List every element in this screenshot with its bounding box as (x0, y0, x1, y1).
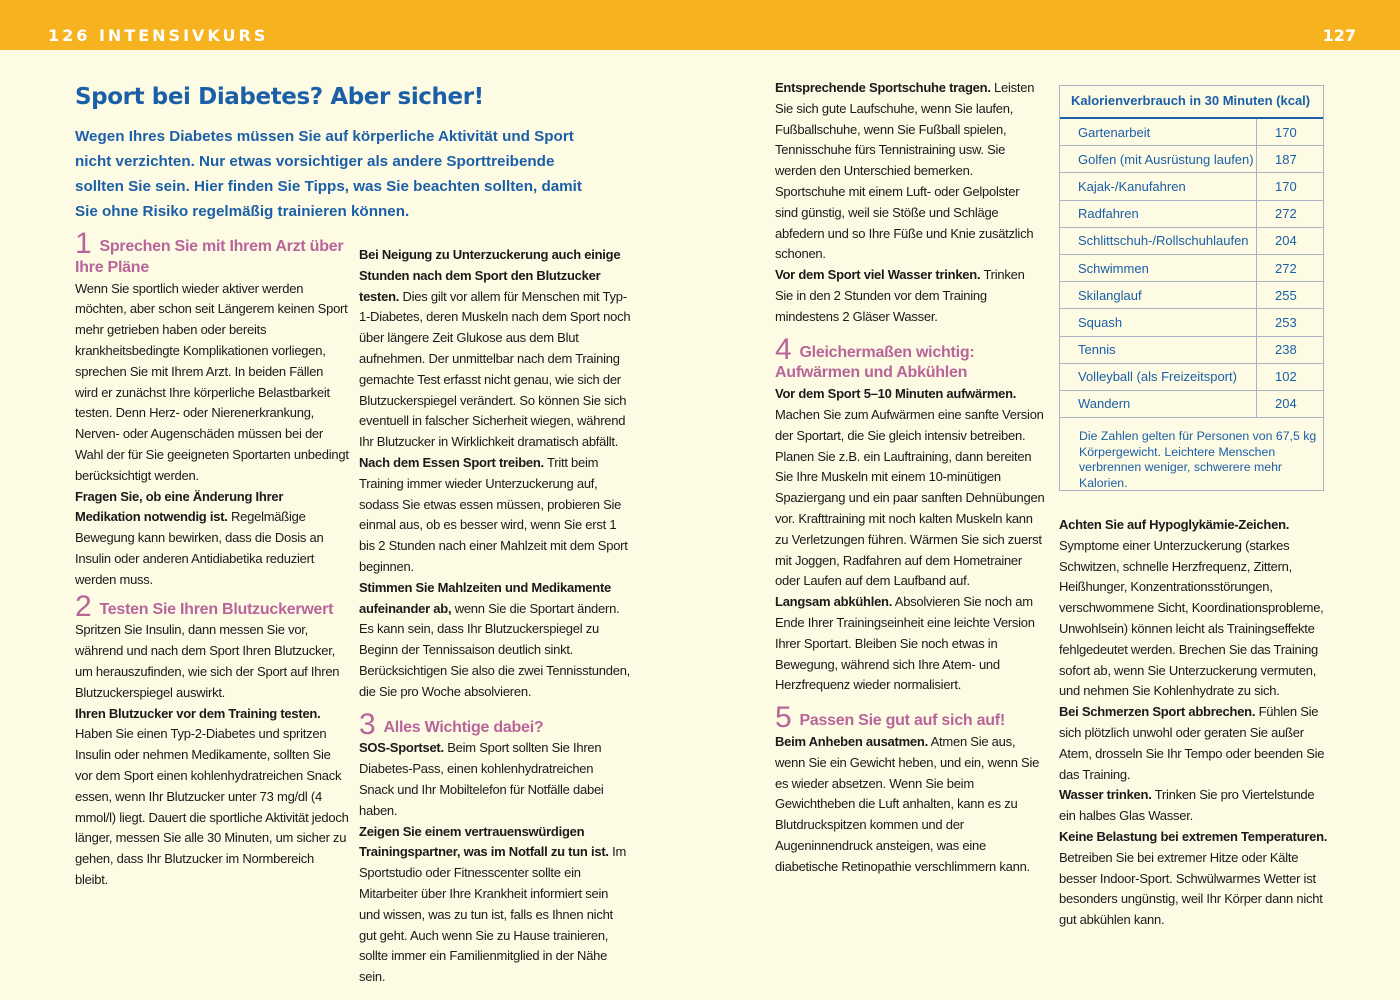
section-5-para-4-text: Trinken Sie pro Viertelstunde ein halbes Glas Wasser. (1059, 787, 1315, 824)
section-1-para-2-bold: Fragen Sie, ob eine Änderung Ihrer Medikation notwendig ist. (75, 488, 284, 525)
section-5-para-1-text: Atmen Sie aus, wenn Sie ein Gewicht heben, und ein, wenn Sie es wieder absetzen. Wenn Sie beim Gewichtheben die Luft anhalten, kann es zu Blutdruckspitzen kommen und der Augeninnendruck ansteigen, was eine diabetische Retinopathie verschlimmern kann. (775, 733, 1040, 874)
section-3-para-2-text: Im Sportstudio oder Fitnesscenter sollte ein Mitarbeiter über Ihre Krankheit informiert sein und wissen, was zu tun ist, falls es Ihnen nicht gut geht. Auch wenn Sie zu Hause trainieren, sollte immer ein Familienmitglied in der Nähe sein. (359, 844, 627, 985)
section-2-para-5-bold: Stimmen Sie Mahlzeiten und Medikamente aufeinander ab, (359, 579, 611, 616)
section-4-para-2-bold: Langsam abkühlen. (775, 594, 893, 610)
section-5-para-5-bold: Keine Belastung bei extremen Temperaturen. (1059, 828, 1328, 844)
table-cell-activity: Radfahren (1060, 200, 1257, 227)
table-row (1060, 363, 1323, 390)
section-5-para-2-text: Symptome einer Unterzuckerung (starkes Schwitzen, schnelle Herzfrequenz, Zittern, Heißhunger, Konzentrationsstörungen, verschwommene Sicht, Koordinationsprobleme, Unwohlsein) können leicht als Trainingseffekte fehlgedeutet werden. Brechen Sie das Training sofort ab, wenn Sie Unterzuckerung vermuten, und nehmen Sie Kohlenhydrate zu sich. (1059, 537, 1324, 699)
section-1-para-1: Wenn Sie sportlich wieder aktiver werden möchten, aber schon seit Längerem keinen Sport mehr getrieben haben oder bereits krankheitsbedingte Komplikationen vorliegen, sprechen Sie mit Ihrem Arzt. In beiden Fällen wird er zunächst Ihre körperliche Belastbarkeit testen. Denn Herz- oder Nierenerkrankung, Nerven- oder Augenschäden müssen bei der Wahl der für Sie geeigneten Sportarten unbedingt berücksichtigt werden. (75, 280, 349, 483)
table-cell-activity: Tennis (1060, 336, 1257, 363)
lead-paragraph: Wegen Ihres Diabetes müssen Sie auf körperliche Aktivität und Sport nicht verzichten. Nur etwas vorsichtiger als andere Sporttreibende sollten Sie sein. Hier finden Sie Tipps, was Sie beachten sollten, damit Sie ohne Risiko regelmäßig trainieren können. (75, 128, 582, 220)
section-2-para-5 (359, 578, 631, 703)
section-5-title: Passen Sie gut auf sich auf! (799, 712, 1005, 730)
table-row (1060, 119, 1323, 146)
section-4-number: 4 (775, 332, 792, 366)
section-2-para-2 (75, 704, 349, 891)
section-5-para-3-bold: Bei Schmerzen Sport abbrechen. (1059, 704, 1256, 720)
section-4-heading (775, 332, 1045, 385)
section-2-para-5-text: wenn Sie die Sportart ändern. Es kann sein, dass Ihr Blutzuckerspiegel zu Beginn der Tennissaison deutlich sinkt. Berücksichtigen Sie also die zwei Tennisstunden, die Sie pro Woche absolvieren. (359, 600, 631, 699)
section-3-para-2 (359, 822, 631, 988)
table-cell-kcal: 253 (1257, 309, 1324, 336)
section-3-para-4-text: Trinken Sie in den 2 Stunden vor dem Training mindestens 2 Gläser Wasser. (775, 267, 1025, 324)
section-5-para-3-text: Fühlen Sie sich plötzlich unwohl oder geraten Sie außer Atem, drosseln Sie Ihr Tempo oder beenden Sie das Training. (1059, 704, 1325, 782)
section-5-heading (775, 701, 1045, 735)
table-row (1060, 309, 1323, 336)
section-1-title: Sprechen Sie mit Ihrem Arzt über Ihre Pläne (75, 238, 344, 276)
section-3-para-3 (775, 78, 1045, 265)
section-4-para-1-text: Machen Sie zum Aufwärmen eine sanfte Version der Sportart, die Sie gleich intensiv betreiben. Planen Sie z.B. ein Lauftraining, dann bereiten Sie Ihre Muskeln mit einem 10-minütigen Spaziergang und ein paar sanften Dehnübungen vor. Krafttraining mit noch kalten Muskeln kann zu Verletzungen führen. Wärmen Sie sich zuerst mit Joggen, Radfahren auf dem Hometrainer oder Laufen auf dem Laufband auf. (775, 406, 1045, 589)
calorie-table-title: Kalorienverbrauch in 30 Minuten (kcal) (1071, 93, 1311, 108)
table-cell-kcal: 272 (1257, 254, 1324, 281)
section-1-number: 1 (75, 227, 92, 260)
table-cell-kcal: 204 (1257, 227, 1324, 254)
calorie-table-box (1059, 85, 1324, 491)
section-2-para-1: Spritzen Sie Insulin, dann messen Sie vor, während und nach dem Sport Ihren Blutzucker, um herauszufinden, wie sich der Sport auf Ihren Blutzuckerspiegel auswirkt. (75, 622, 340, 700)
table-cell-activity: Wandern (1060, 390, 1257, 417)
column-2 (359, 245, 631, 988)
table-cell-kcal: 170 (1257, 173, 1324, 200)
table-row (1060, 282, 1323, 309)
table-cell-activity: Squash (1060, 309, 1257, 336)
section-3-para-3-bold: Entsprechende Sportschuhe tragen. (775, 80, 991, 95)
section-5-para-2-bold: Achten Sie auf Hypoglykämie-Zeichen. (1059, 517, 1290, 532)
section-5-para-3 (1059, 702, 1331, 785)
table-cell-activity: Golfen (mit Ausrüstung laufen) (1060, 146, 1257, 173)
table-cell-activity: Kajak-/Kanufahren (1060, 173, 1257, 200)
section-5-para-1-bold: Beim Anheben ausatmen. (775, 733, 928, 749)
column-1 (75, 227, 349, 891)
section-5-para-4-bold: Wasser trinken. (1059, 787, 1152, 803)
table-row (1060, 146, 1323, 173)
column-4 (1059, 515, 1331, 931)
section-1-para-2-text: Regelmäßige Bewegung kann bewirken, dass die Dosis an Insulin oder anderen Antidiabetika reduziert werden muss. (75, 509, 324, 587)
section-2-para-3-text: Dies gilt vor allem für Menschen mit Typ-1-Diabetes, deren Muskeln nach dem Sport noch über längere Zeit Glukose aus dem Blut aufnehmen. Der unmittelbar nach dem Training gemachte Test erfasst nicht genau, wie sich der Blutzuckerspiegel verändert. So können Sie sich eventuell in falscher Sicherheit wiegen, während Ihr Blutzucker in Wirklichkeit dramatisch abfällt. (359, 288, 631, 450)
section-2-para-4 (359, 453, 631, 578)
section-1-heading (75, 227, 349, 279)
table-cell-kcal: 102 (1257, 363, 1324, 390)
section-5-para-1 (775, 732, 1045, 878)
section-2-title: Testen Sie Ihren Blutzuckerwert (99, 600, 334, 618)
section-2-para-3 (359, 245, 631, 453)
section-5-para-5 (1059, 827, 1331, 931)
table-cell-activity: Skilanglauf (1060, 282, 1257, 309)
table-row (1060, 336, 1323, 363)
section-2-number: 2 (75, 589, 92, 623)
header-bar (0, 0, 1400, 50)
section-5-number: 5 (775, 701, 792, 735)
section-5-para-4 (1059, 785, 1331, 827)
section-2-para-2-bold: Ihren Blutzucker vor dem Training testen. (75, 705, 321, 721)
table-cell-kcal: 187 (1257, 146, 1324, 173)
section-3-title: Alles Wichtige dabei? (383, 718, 544, 736)
table-cell-activity: Volleyball (als Freizeitsport) (1060, 363, 1257, 390)
calorie-table (1060, 119, 1323, 418)
section-3-para-4 (775, 265, 1045, 327)
section-4-para-2-text: Absolvieren Sie noch am Ende Ihrer Trainingseinheit eine leichte Version Ihrer Sportart. Bleiben Sie noch etwas in Bewegung, während sich Ihre Atem- und Herzfrequenz wieder normalisiert. (775, 594, 1035, 693)
table-cell-activity: Schlittschuh-/Rollschuhlaufen (1060, 227, 1257, 254)
table-row (1060, 200, 1323, 227)
table-row (1060, 173, 1323, 200)
table-cell-kcal: 255 (1257, 282, 1324, 309)
section-2-para-3-bold: Bei Neigung zu Unterzuckerung auch einige Stunden nach dem Sport den Blutzucker testen. (359, 247, 621, 304)
section-4-para-2 (775, 592, 1045, 696)
section-3-number: 3 (359, 707, 376, 741)
section-2-heading (75, 589, 349, 623)
section-3-para-1-bold: SOS-Sportset. (359, 740, 444, 756)
calorie-table-note: Die Zahlen gelten für Personen von 67,5 kg Körpergewicht. Leichtere Menschen verbrennen weniger, schwerere mehr Kalorien. (1079, 429, 1317, 490)
table-cell-kcal: 170 (1257, 119, 1324, 146)
section-2-para-4-bold: Nach dem Essen Sport treiben. (359, 454, 544, 470)
table-cell-activity: Schwimmen (1060, 254, 1257, 281)
section-4-para-1-bold: Vor dem Sport 5–10 Minuten aufwärmen. (775, 386, 1017, 402)
section-3-para-3-text: Leisten Sie sich gute Laufschuhe, wenn Sie laufen, Fußballschuhe, wenn Sie Fußball spielen, Tennisschuhe fürs Tennistraining usw. Sie werden den Unterschied bemerken. Sportschuhe mit einem Luft- oder Gelpolster sind günstig, weil sie Stöße und Schläge abfedern und so Ihre Füße und Knie zusätzlich schonen. (775, 80, 1035, 262)
section-2-para-2-text: Haben Sie einen Typ-2-Diabetes und spritzen Insulin oder nehmen Medikamente, sollten Sie vor dem Sport einen kohlenhydratreichen Snack essen, wenn Ihr Blutzucker unter 73 mg/dl (4 mmol/l) liegt. Dauert die sportliche Aktivität jedoch länger, messen Sie alle 30 Minuten, um sicher zu gehen, dass Ihr Blutzucker im Normbereich bleibt. (75, 726, 349, 887)
table-cell-kcal: 238 (1257, 336, 1324, 363)
page-title: Sport bei Diabetes? Aber sicher! (75, 84, 484, 110)
table-row (1060, 254, 1323, 281)
section-5-para-2 (1059, 515, 1331, 702)
page-number-right: 127 (1322, 26, 1356, 45)
table-row (1060, 227, 1323, 254)
section-2-para-4-text: Tritt beim Training immer wieder Unterzuckerung auf, sodass Sie etwas essen müssen, probieren Sie einmal aus, ob es besser wird, wenn Sie erst 1 bis 2 Stunden nach einer Mahlzeit mit dem Sport beginnen. (359, 454, 628, 574)
section-4-para-1 (775, 384, 1045, 592)
section-1-para-2 (75, 487, 349, 591)
section-3-para-2-bold: Zeigen Sie einem vertrauenswürdigen Trainingspartner, was im Notfall zu tun ist. (359, 823, 609, 860)
table-row (1060, 390, 1323, 417)
section-5-para-5-text: Betreiben Sie bei extremer Hitze oder Kälte besser Indoor-Sport. Schwülwarmes Wetter ist besonders ungünstig, weil Ihr Körper dann nicht gut abkühlen kann. (1059, 849, 1323, 928)
section-4-title: Gleichermaßen wichtig: Aufwärmen und Abkühlen (775, 343, 975, 382)
table-cell-kcal: 204 (1257, 390, 1324, 417)
section-3-para-1 (359, 738, 631, 821)
section-3-para-1-text: Beim Sport sollten Sie Ihren Diabetes-Pass, einen kohlenhydratreichen Snack und Ihr Mobiltelefon für Notfälle dabei haben. (359, 740, 604, 818)
section-3-heading (359, 707, 631, 741)
table-cell-kcal: 272 (1257, 200, 1324, 227)
column-3 (775, 78, 1045, 877)
table-cell-activity: Gartenarbeit (1060, 119, 1257, 146)
section-3-para-4-bold: Vor dem Sport viel Wasser trinken. (775, 267, 981, 283)
page-header-left: 126 INTENSIVKURS (48, 26, 269, 45)
